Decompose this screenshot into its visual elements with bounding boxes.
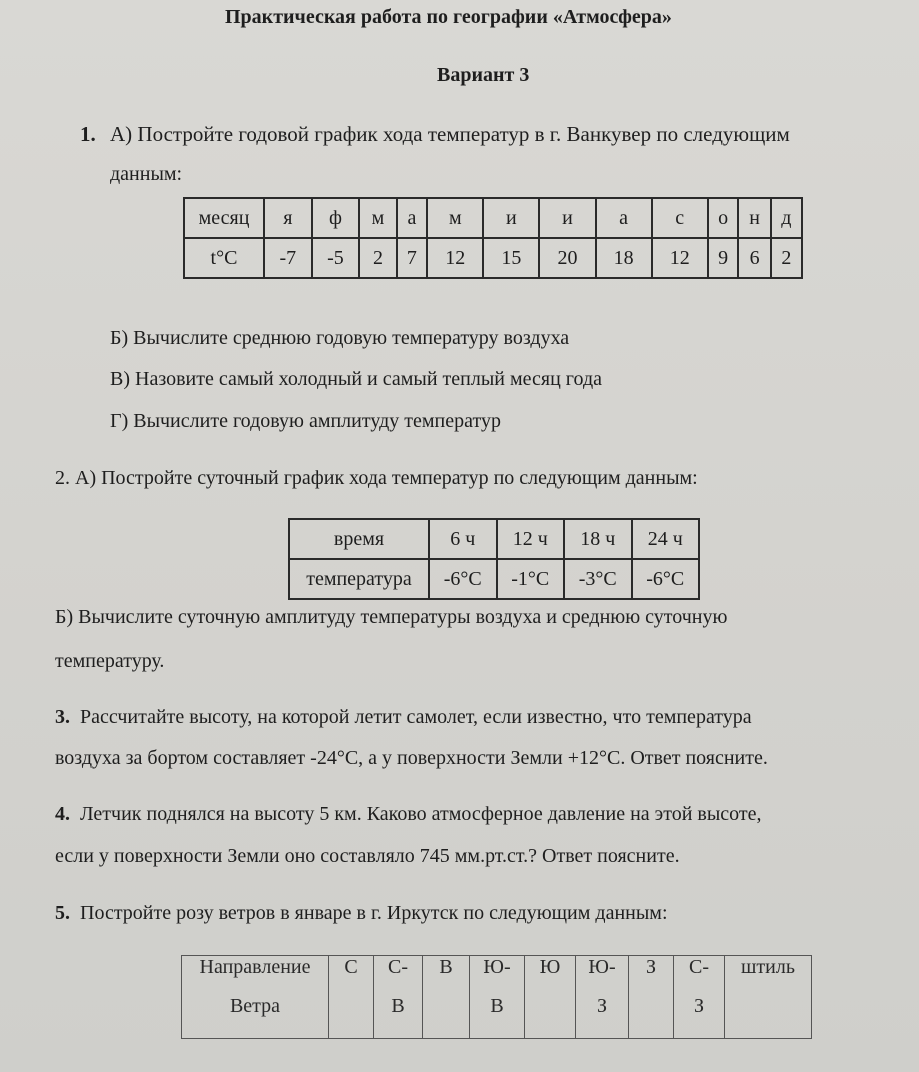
table-cell: н	[738, 198, 770, 238]
table-row	[184, 198, 802, 238]
task3-number: 3.	[55, 706, 70, 728]
task2-b-line1: Б) Вычислите суточную амплитуду температуры воздуха и среднюю суточную	[55, 606, 728, 628]
table-cell: а	[596, 198, 652, 238]
cell-top: С-	[689, 956, 709, 978]
wind-rose-table	[181, 955, 812, 1039]
table-cell: 24 ч	[632, 519, 700, 559]
temperature-table-day	[288, 518, 700, 600]
table-cell: 6 ч	[429, 519, 497, 559]
table-cell: 2	[359, 238, 396, 278]
table-cell: 18	[596, 238, 652, 278]
cell-top: Ю	[539, 956, 561, 978]
cell-bottom: В	[391, 995, 405, 1017]
task1-a-line2: данным:	[110, 163, 183, 185]
table-row	[182, 956, 812, 1039]
task2-b-line2: температуру.	[55, 650, 165, 672]
table-cell: я	[264, 198, 312, 238]
table-cell: 2	[771, 238, 802, 278]
table-cell	[525, 956, 576, 1039]
table-cell: с	[652, 198, 708, 238]
task1-a-line1: А) Постройте годовой график хода температур в г. Ванкувер по следующим	[110, 122, 790, 146]
table-cell: 12 ч	[497, 519, 565, 559]
table-cell: 9	[708, 238, 739, 278]
table-cell: 6	[738, 238, 770, 278]
page-title: Практическая работа по географии «Атмосфера»	[225, 6, 672, 28]
table-cell: ф	[312, 198, 360, 238]
task5-number: 5.	[55, 902, 70, 924]
table-header-cell: время	[289, 519, 429, 559]
table-header-cell: месяц	[184, 198, 264, 238]
task2-a: 2. А) Постройте суточный график хода температур по следующим данным:	[55, 467, 698, 489]
table-row	[184, 238, 802, 278]
table-cell: 12	[652, 238, 708, 278]
table-cell	[725, 956, 812, 1039]
table-cell: -3°C	[564, 559, 632, 599]
table-cell: о	[708, 198, 739, 238]
table-cell	[470, 956, 525, 1039]
task3-line2: воздуха за бортом составляет -24°С, а у поверхности Земли +12°С. Ответ поясните.	[55, 747, 768, 769]
table-cell: м	[427, 198, 483, 238]
table-header-cell	[182, 956, 329, 1039]
task1-b: Б) Вычислите среднюю годовую температуру воздуха	[110, 327, 570, 349]
cell-top: С	[344, 956, 358, 978]
cell-top: Ю-	[588, 956, 616, 978]
temperature-table-year	[183, 197, 803, 279]
table-cell: -7	[264, 238, 312, 278]
cell-bottom: З	[693, 995, 705, 1017]
table-cell: а	[397, 198, 428, 238]
cell-top: З	[645, 956, 657, 978]
header-bottom-text: Ветра	[229, 995, 281, 1017]
cell-top: Ю-	[483, 956, 511, 978]
table-cell: м	[359, 198, 396, 238]
table-cell: -6°C	[429, 559, 497, 599]
task1-number: 1.	[80, 122, 96, 146]
task1-v: В) Назовите самый холодный и самый теплый месяц года	[110, 368, 602, 390]
variant-heading: Вариант 3	[437, 64, 530, 86]
table-cell: -6°C	[632, 559, 700, 599]
table-cell: 15	[483, 238, 539, 278]
table-cell	[329, 956, 374, 1039]
table-cell: и	[539, 198, 595, 238]
table-cell	[423, 956, 470, 1039]
task5-line: Постройте розу ветров в январе в г. Иркутск по следующим данным:	[80, 902, 668, 924]
task1-g: Г) Вычислите годовую амплитуду температур	[110, 410, 501, 432]
table-header-cell: t°C	[184, 238, 264, 278]
task4-number: 4.	[55, 803, 70, 825]
table-row	[289, 559, 699, 599]
table-cell: -1°C	[497, 559, 565, 599]
table-cell	[576, 956, 629, 1039]
table-cell: -5	[312, 238, 360, 278]
cell-top: В	[439, 956, 453, 978]
cell-bottom: З	[596, 995, 608, 1017]
task3-line1: Рассчитайте высоту, на которой летит самолет, если известно, что температура	[80, 706, 752, 728]
cell-top: С-	[388, 956, 408, 978]
table-row	[289, 519, 699, 559]
table-cell	[629, 956, 674, 1039]
table-cell: 7	[397, 238, 428, 278]
table-cell: и	[483, 198, 539, 238]
cell-bottom: В	[490, 995, 504, 1017]
cell-top: штиль	[741, 956, 795, 978]
table-cell: 12	[427, 238, 483, 278]
table-cell: 18 ч	[564, 519, 632, 559]
table-cell: 20	[539, 238, 595, 278]
task4-line2: если у поверхности Земли оно составляло 745 мм.рт.ст.? Ответ поясните.	[55, 845, 680, 867]
table-cell	[674, 956, 725, 1039]
table-cell: д	[771, 198, 802, 238]
table-cell	[374, 956, 423, 1039]
header-top-text: Направление	[199, 956, 311, 978]
task4-line1: Летчик поднялся на высоту 5 км. Каково атмосферное давление на этой высоте,	[80, 803, 762, 825]
table-header-cell: температура	[289, 559, 429, 599]
